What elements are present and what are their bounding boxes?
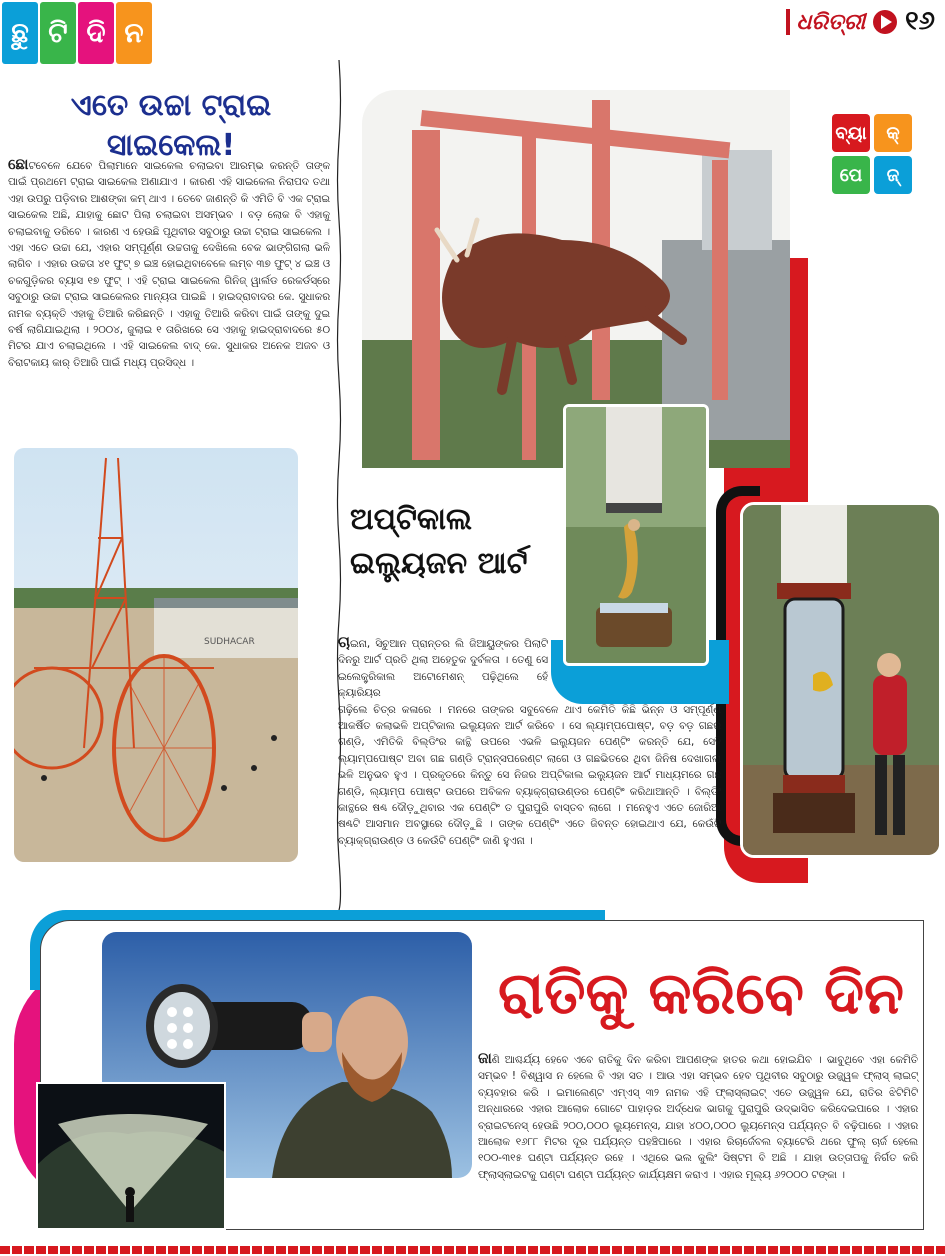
section-title-chhutidina bbox=[2, 2, 152, 64]
tricycle-photo bbox=[14, 448, 298, 862]
cycle-headline-line1: ଏତେ ଉଚ୍ଚା ଟ୍ରାଇ bbox=[70, 88, 272, 123]
mermaid-illusion-photo bbox=[563, 404, 709, 666]
section-tile-4: ନ bbox=[116, 2, 152, 64]
section-tile-1: ଛୁ bbox=[2, 2, 38, 64]
flashlight-body-text: ଣି ଆଶ୍ଚର୍ଯ୍ୟ ହେବେ ଏବେ ରାତିକୁ ଦିନ କରିବା ଆପଣଙ୍କ ହାତର କଥା ହୋଇଯିବ । ଭାବୁଥିବେ ଏହା କେମିତି ସମ୍ଭବ ! ବିଶ୍ୱାସ ନ ହେଲେ ବି ଏହା ସତ । ଆଉ ଏହା ସମ୍ଭବ ହେବ ପୃଥିବୀର ସବୁଠାରୁ ଉଜ୍ଜ୍ୱଳ ଫ୍ଲାସ୍ ଲାଇଟ୍ ବ୍ୟବହାର କରି । ଇମାଲେଣ୍ଟ ଏମ୍‌ଏସ୍ ୩୨ ନାମକ ଏହି ଫ୍ଲାସ୍‌ଲାଇଟ୍ ଏତେ ଉଜ୍ଜ୍ୱଳ ଯେ, ରାତିର ଝିଟିମିଟି ଅନ୍ଧାରରେ ଏହାର ଆଲୋକ ଗୋଟେ ପାହାଡ଼ର ଅର୍ଦ୍ଧେକ ଭାଗକୁ ପୁରାପୁରି ଉଦ୍ଭାସିତ କରିଦେଇପାରେ । ଏହାର ବ୍ରାଇଟନେସ୍ ହେଉଛି ୨୦୦,୦୦୦ ଲ୍ୟୁମେନ୍ସ, ଯାହା ୪୦୦,୦୦୦ ଲ୍ୟୁମେନ୍ସ ପର୍ଯ୍ୟନ୍ତ ବି ବଢ଼ିପାରେ । ଏହାର ଆଲୋକ ୧୬୮୮ ମିଟର ଦୂର ପର୍ଯ୍ୟନ୍ତ ପହଞ୍ଚିପାରେ । ଏହାର ରିଚାର୍ଜେବଲ ବ୍ୟାଟେରି ଥରେ ଫୁଲ୍ ଚାର୍ଜ ହେଲେ ୧୦୦-୩୧୫ ଘଣ୍ଟା ପର୍ଯ୍ୟନ୍ତ ରହେ । ଏଥିରେ ଭଲ କୁଲିଂ ସିଷ୍ଟମ ବି ଅଛି । ଯାହା ଉତ୍ତାପକୁ ନିର୍ଗତ କରି ଫ୍ଲାସ୍‌ଲାଇଟକୁ ଘଣ୍ଟା ଘଣ୍ଟା ପର୍ଯ୍ୟନ୍ତ କାର୍ଯ୍ୟକ୍ଷମ କରାଏ । ଏହାର ମୂଲ୍ୟ ୬୨୦୦୦ ଟଙ୍କା । bbox=[478, 1054, 918, 1181]
backpage-logo-cell-2: କ୍ bbox=[874, 114, 912, 152]
section-tile-3: ଦି bbox=[78, 2, 114, 64]
cycle-body-text: ଟବେଳେ ଯେବେ ପିଲାମାନେ ସାଇକେଲ ଚଲାଇବା ଆରମ୍ଭ କରନ୍ତି ତାଙ୍କ ପାଇଁ ପ୍ରଥମେ ଟ୍ରାଇ ସାଇକେଲ ଅଣାଯାଏ । କାରଣ ଏହି ସାଇକେଲ ନିରାପଦ ତଥା ଏହା ଉପରୁ ପଡ଼ିବାର ଆଶଙ୍କା କମ୍ ଥାଏ । ତେବେ ଜାଣନ୍ତି କି ଏମିତି ବି ଏକ ଟ୍ରାଇ ସାଇକେଲ ଅଛି, ଯାହାକୁ ଛୋଟ ପିଲା ଚଲାଇବା ଅସମ୍ଭବ । ବଡ଼ ଲୋକ ବି ଏହାକୁ ଚଲାଇବାକୁ ଡରିବେ । କାରଣ ଏ ହେଉଛି ପୃଥିବୀର ସବୁଠାରୁ ଉଚ୍ଚା ଟ୍ରାଇ ସାଇକେଲ । ଏହା ଏତେ ଉଚ୍ଚା ଯେ, ଏହାର ସମ୍ପୂର୍ଣ୍ଣ ଉଚ୍ଚତାକୁ ଦେଖିଲେ ବେକ ଭାଙ୍ଗିଗଲା ଭଳି ଲାଗିବ । ଏହାର ଉଚ୍ଚତା ୪୧ ଫୁଟ୍ ୭ ଇଞ୍ଚ ହୋଇଥିବାବେଳେ ଲମ୍ବ ୩୭ ଫୁଟ୍ ୪ ଇଞ୍ଚ ଓ ଚକଗୁଡ଼ିକର ବ୍ୟାସ ୧୭ ଫୁଟ୍ । ଏହି ଟ୍ରାଇ ସାଇକେଲ ଗିନିଜ୍ ୱାର୍ଲଡ ରେକର୍ଡସ୍‌ରେ ସବୁଠାରୁ ଉଚ୍ଚା ଟ୍ରାଇ ସାଇକେଲର ମାନ୍ୟତା ପାଇଛି । ହାଇଦ୍ରାବାଦର କେ. ସୁଧାକର ନାମକ ବ୍ୟକ୍ତି ଏହାକୁ ତିଆରି କରିଛନ୍ତି । ଏହାକୁ ତିଆରି କରିବା ପାଇଁ ତାଙ୍କୁ ଦୁଇ ବର୍ଷ ଲାଗିଯାଇଥିଲା । ୨୦୦୪, ଜୁଲାଇ ୧ ତାରିଖରେ ସେ ଏହାକୁ ହାଇଦ୍ରାବାଦରେ ୫୦ ମିଟର ଯାଏ ଚଲାଇଥିଲେ । ଏହି ସାଇକେଲ ବାଦ୍ କେ. ସୁଧାକର ଅନେକ ଅଜବ ଓ ବିରାଟକାୟ କାର୍ ତିଆରି ପାଇଁ ମଧ୍ୟ ପ୍ରସିଦ୍ଧ । bbox=[8, 160, 330, 369]
cycle-article-body bbox=[8, 156, 330, 371]
illusion-dropcap: ଚା bbox=[338, 633, 350, 651]
backpage-logo-cell-4: ଜ୍ bbox=[874, 156, 912, 194]
flashlight-night-photo bbox=[36, 1082, 226, 1230]
play-icon bbox=[873, 10, 897, 34]
cycle-headline-line2: ସାଇକେଲ! bbox=[106, 128, 236, 163]
illusion-headline-line1: ଅପ୍ଟିକାଲ bbox=[350, 502, 473, 537]
paper-badge bbox=[786, 6, 935, 37]
illusion-article-body bbox=[338, 634, 721, 849]
page-number: ୧୬ bbox=[905, 6, 935, 36]
footer-rule bbox=[0, 1246, 945, 1254]
lamppost-illusion-photo bbox=[740, 502, 942, 858]
illusion-lead-text: ଇନା, ସିଚୁଆନ ପ୍ରାନ୍ତର ଲି ଜିଆୟୁଙ୍କର ପିଲାଟି ଦିନରୁ ଆର୍ଟ ପ୍ରତି ଥିଲା ଅହେତୁକ ଦୁର୍ବଳତା । ତେଣୁ ସେ ଇଲେକ୍ଟ୍ରିକାଲ ଅଟୋମେଶନ୍ ପଢ଼ିଥିଲେ ହେଁ କ୍ୟାରିୟର bbox=[338, 638, 548, 700]
flashlight-headline: ରାତିକୁ କରିବେ ଦିନ bbox=[497, 959, 905, 1027]
flashlight-article-body bbox=[478, 1050, 918, 1183]
illusion-headline-line2: ଇଲ୍ୟୁଜନ ଆର୍ଟ bbox=[350, 546, 528, 581]
cycle-dropcap: ଛୋ bbox=[8, 155, 29, 173]
masthead bbox=[0, 0, 945, 64]
illusion-body-text: ଗଢ଼ିଲେ ଚିତ୍ର କଳାରେ । ମନରେ ତାଙ୍କର ସବୁବେଳେ ଥାଏ କେମିତି କିଛି ଭିନ୍ନ ଓ ସମ୍ପୂର୍ଣ୍ଣ ଆକର୍ଷିତ କଲାଭଳି ଅପ୍ଟିକାଲ ଇଲ୍ୟୁଜନ ଆର୍ଟ କରିବେ । ସେ ଲ୍ୟାମ୍ପପୋଷ୍ଟ, ବଡ଼ ବଡ଼ ଗଛର ଗଣ୍ଡି, ଏମିତିକି ବିଲ୍ଡିଂର କାନ୍ଥି ଉପରେ ଏଭଳି ଇଲ୍ୟୁଜନ ପେଣ୍ଟିଂ କରନ୍ତି ଯେ, ସେହି ଲ୍ୟାମ୍ପପୋଷ୍ଟ ଅବା ଗଛ ଗଣ୍ଡି ଟ୍ରାନ୍ସପରେଣ୍ଟ ଲାଗେ ଓ ଗଛଭିତରେ ଥିବା ଜିନିଷ ଦେଖାଗଲା ଭଳି ଅନୁଭବ ହୁଏ । ପ୍ରକୃତରେ କିନ୍ତୁ ସେ ନିଜର ଅପ୍ଟିକାଲ ଇଲ୍ୟୁଜନ ଆର୍ଟ ମାଧ୍ୟମରେ ଗଛ ଗଣ୍ଡି, ଲ୍ୟାମ୍ପ ପୋଷ୍ଟ ଉପରେ ଅବିକଳ ବ୍ୟାକ୍‌ଗ୍ରାଉଣ୍ଡର ପେଣ୍ଟିଂ କରିଥାଆନ୍ତି । ବିଲ୍ଡିଂ କାନ୍ଥରେ ଷଣ୍ଢ ଦୌଡ଼ୁଥିବାର ଏକ ପେଣ୍ଟିଂ ତ ପୁରାପୁରି ବାସ୍ତବ ଲାଗେ । ମନେହୁଏ ଏତେ ଜୋରିଆ ଷଣ୍ଢଟି ଆସମାନ ଅବସ୍ଥାରେ ଦୌଡ଼ୁଛି । ତାଙ୍କ ପେଣ୍ଟିଂ ଏତେ ଜିବନ୍ତ ହୋଇଥାଏ ଯେ, କେଉଁଟି ବ୍ୟାକ୍‌ଗ୍ରାଉଣ୍ଡ ଓ କେଉଁଟି ପେଣ୍ଟିଂ ଜାଣି ହୁଏନା । bbox=[338, 703, 721, 847]
illusion-lead bbox=[338, 634, 548, 702]
back-page-logo bbox=[832, 114, 914, 196]
backpage-logo-cell-1: ବ୍ୟା bbox=[832, 114, 870, 152]
section-tile-2: ଟି bbox=[40, 2, 76, 64]
backpage-logo-cell-3: ପେ bbox=[832, 156, 870, 194]
illusion-headline bbox=[350, 498, 560, 586]
cycle-headline bbox=[10, 86, 332, 166]
newspaper-logo: ଧରିତ୍ରୀ bbox=[786, 9, 865, 35]
factory-sign: SUDHACAR bbox=[204, 637, 255, 647]
flashlight-dropcap: ଜା bbox=[478, 1049, 492, 1067]
